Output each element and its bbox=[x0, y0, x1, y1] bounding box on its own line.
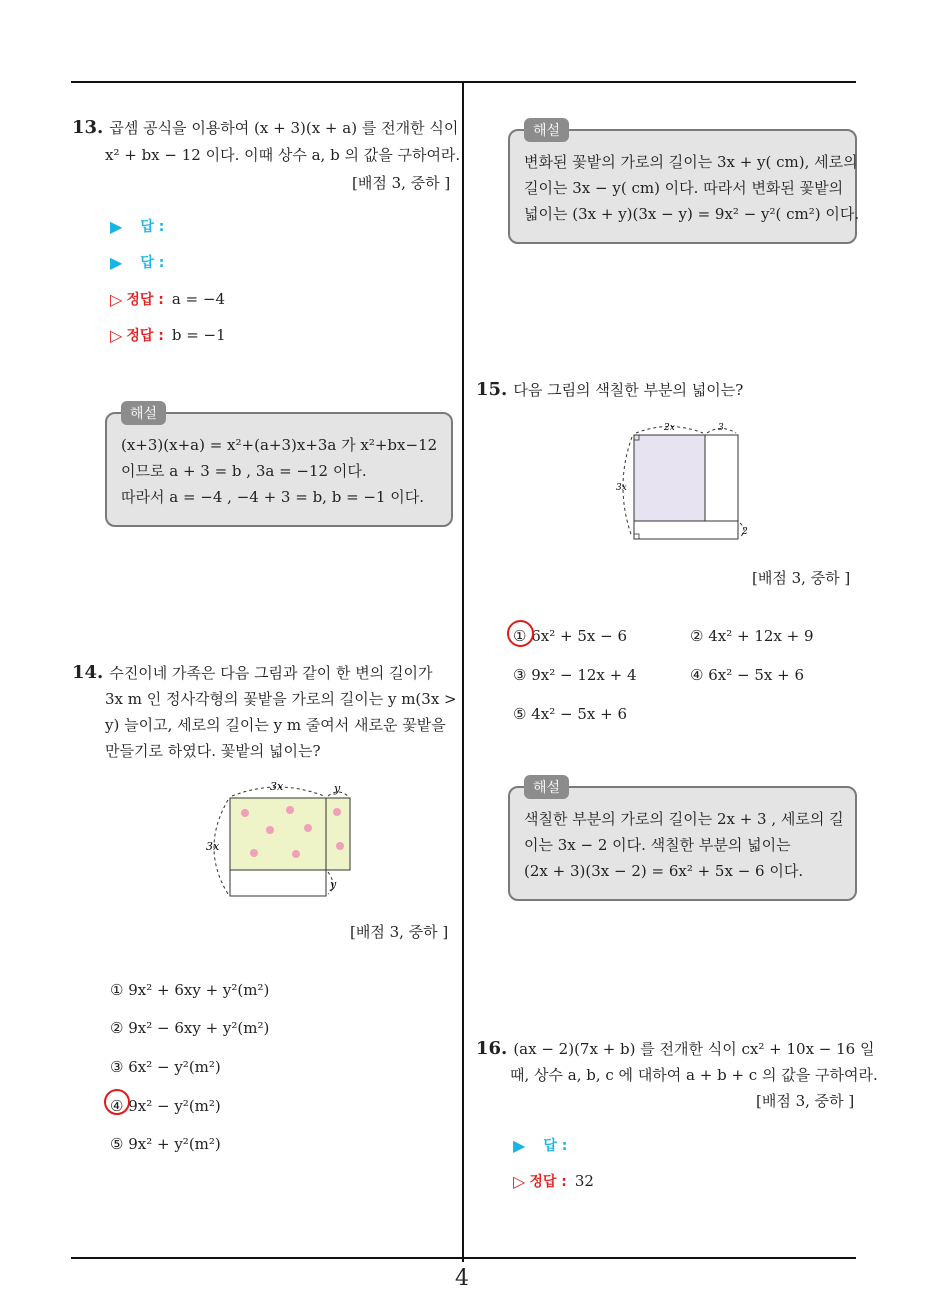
explanation-line: (2x + 3)(3x − 2) = 6x² + 5x − 6 이다. bbox=[524, 862, 804, 880]
explanation-line: 이므로 a + 3 = b , 3a = −12 이다. bbox=[121, 462, 367, 480]
q15-score: [배점 3, 중하 ] bbox=[752, 569, 851, 587]
bottom-rule bbox=[71, 1257, 856, 1259]
q16-line-1: 16. (ax − 2)(7x + b) 를 전개한 식이 cx² + 10x − 16 일 bbox=[476, 1038, 875, 1059]
q15-figure-label: 2 bbox=[742, 527, 748, 537]
q15-figure bbox=[612, 420, 757, 545]
q15-choice-3[interactable]: ③ 9x² − 12x + 4 bbox=[513, 666, 637, 684]
q16-answer[interactable]: ▶ 답 : bbox=[513, 1135, 568, 1155]
outline-triangle-icon: ▷ bbox=[110, 325, 123, 345]
q14-line-1: 14. 수진이네 가족은 다음 그림과 같이 한 변의 길이가 bbox=[72, 662, 433, 683]
explanation-tag: 해설 bbox=[121, 401, 166, 425]
q15-line-1: 15. 다음 그림의 색칠한 부분의 넓이는? bbox=[476, 379, 744, 400]
q15-choice-4[interactable]: ④ 6x² − 5x + 6 bbox=[690, 666, 804, 684]
q14-figure-label: y bbox=[330, 878, 337, 891]
q14-line-4: 만들기로 하였다. 꽃밭의 넓이는? bbox=[105, 742, 321, 760]
q15-choice-1[interactable]: ① 6x² + 5x − 6 bbox=[513, 627, 627, 645]
q13-answer-1[interactable]: ▶ 답 : bbox=[110, 216, 165, 236]
explanation-line: 따라서 a = −4 , −4 + 3 = b, b = −1 이다. bbox=[121, 488, 425, 506]
q14-figure-label: y bbox=[334, 782, 341, 795]
q14-figure-label: 3x bbox=[270, 780, 284, 793]
q14-choice-5[interactable]: ⑤ 9x² + y²(m²) bbox=[110, 1135, 221, 1153]
explanation-tag: 해설 bbox=[524, 118, 569, 142]
q16-score: [배점 3, 중하 ] bbox=[756, 1092, 855, 1110]
q14-explanation-box bbox=[508, 123, 860, 244]
q15-figure-label: 3 bbox=[718, 423, 724, 433]
q15-choice-2[interactable]: ② 4x² + 12x + 9 bbox=[690, 627, 814, 645]
explanation-line: 이는 3x − 2 이다. 색칠한 부분의 넓이는 bbox=[524, 836, 791, 854]
q14-figure bbox=[200, 778, 360, 903]
q14-figure-label: 3x bbox=[206, 840, 220, 853]
explanation-line: 변화된 꽃밭의 가로의 길이는 3x + y( cm), 세로의 bbox=[524, 153, 858, 171]
q16-line-2: 때, 상수 a, b, c 에 대하여 a + b + c 의 값을 구하여라. bbox=[510, 1066, 878, 1084]
q15-selected-marker bbox=[507, 620, 534, 647]
q16-number: 16. bbox=[476, 1038, 508, 1059]
q16-correct: ▷ 정답 : 32 bbox=[513, 1171, 594, 1191]
q14-selected-marker bbox=[104, 1089, 130, 1115]
column-divider bbox=[462, 82, 464, 1262]
play-triangle-icon: ▶ bbox=[110, 252, 123, 272]
q15-number: 15. bbox=[476, 379, 508, 400]
q13-explanation-box bbox=[105, 406, 453, 527]
explanation-line: 색칠한 부분의 가로의 길이는 2x + 3 , 세로의 길 bbox=[524, 810, 844, 828]
explanation-line: 넓이는 (3x + y)(3x − y) = 9x² − y²( cm²) 이다. bbox=[524, 205, 860, 223]
q14-score: [배점 3, 중하 ] bbox=[350, 923, 449, 941]
q14-choice-1[interactable]: ① 9x² + 6xy + y²(m²) bbox=[110, 981, 270, 999]
q13-number: 13. bbox=[72, 117, 104, 138]
outline-triangle-icon: ▷ bbox=[513, 1171, 526, 1191]
q14-line-2: 3x m 인 정사각형의 꽃밭을 가로의 길이는 y m(3x > bbox=[105, 690, 457, 708]
outline-triangle-icon: ▷ bbox=[110, 289, 123, 309]
q15-choice-5[interactable]: ⑤ 4x² − 5x + 6 bbox=[513, 705, 627, 723]
page-number: 4 bbox=[455, 1266, 469, 1291]
explanation-line: 길이는 3x − y( cm) 이다. 따라서 변화된 꽃밭의 bbox=[524, 179, 844, 197]
explanation-tag: 해설 bbox=[524, 775, 569, 799]
q13-line-1: 13. 곱셈 공식을 이용하여 (x + 3)(x + a) 를 전개한 식이 bbox=[72, 117, 459, 138]
q13-correct-1: ▷ 정답 : a = −4 bbox=[110, 289, 226, 309]
q14-choice-3[interactable]: ③ 6x² − y²(m²) bbox=[110, 1058, 221, 1076]
q13-correct-2: ▷ 정답 : b = −1 bbox=[110, 325, 226, 345]
explanation-line: (x+3)(x+a) = x²+(a+3)x+3a 가 x²+bx−12 bbox=[121, 436, 438, 454]
play-triangle-icon: ▶ bbox=[513, 1135, 526, 1155]
q14-choice-4[interactable]: ④ 9x² − y²(m²) bbox=[110, 1097, 221, 1115]
q14-line-3: y) 늘이고, 세로의 길이는 y m 줄여서 새로운 꽃밭을 bbox=[105, 716, 446, 734]
q13-answer-2[interactable]: ▶ 답 : bbox=[110, 252, 165, 272]
q15-figure-label: 2x bbox=[664, 423, 675, 433]
q13-line-2: x² + bx − 12 이다. 이때 상수 a, b 의 값을 구하여라. bbox=[105, 146, 461, 164]
q15-figure-label: 3x bbox=[616, 483, 627, 493]
q14-number: 14. bbox=[72, 662, 104, 683]
q14-choice-2[interactable]: ② 9x² − 6xy + y²(m²) bbox=[110, 1019, 270, 1037]
play-triangle-icon: ▶ bbox=[110, 216, 123, 236]
q15-explanation-box bbox=[508, 780, 857, 901]
q13-score: [배점 3, 중하 ] bbox=[352, 174, 451, 192]
